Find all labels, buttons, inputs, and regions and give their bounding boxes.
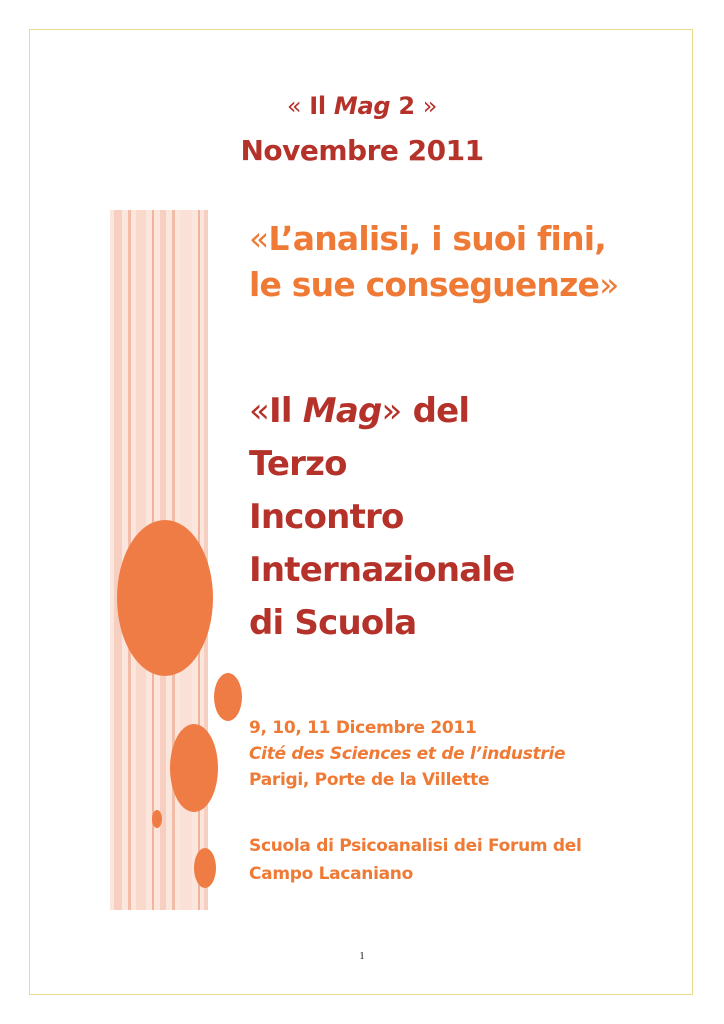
main-title (249, 385, 689, 650)
subtitle-line1 (249, 216, 689, 262)
organizer-info (249, 832, 689, 888)
header-issue: 2 (398, 92, 415, 120)
circle-large (117, 520, 213, 676)
subtitle-quote-close: » (599, 265, 619, 304)
circle-small-bottom (194, 848, 216, 888)
main-title-line1 (249, 385, 689, 438)
subtitle-line2-text: le sue conseguenze (249, 265, 600, 304)
main-title-quote-open: « (249, 391, 270, 431)
event-city: Parigi, Porte de la Villette (249, 770, 490, 790)
event-dates: 9, 10, 11 Dicembre 2011 (249, 718, 477, 738)
subtitle-line1-text: L’analisi, i suoi fini, (268, 219, 607, 258)
main-title-line2: Terzo (249, 444, 347, 484)
organizer-line2: Campo Lacaniano (249, 864, 413, 884)
main-title-quote-close: » (381, 391, 402, 431)
header-date: Novembre 2011 (240, 134, 484, 167)
header-quote-open: « (286, 92, 302, 120)
main-title-line3: Incontro (249, 497, 404, 537)
circle-medium (170, 724, 218, 812)
main-title-mag-word: Mag (302, 391, 382, 431)
main-title-line5: di Scuola (249, 603, 417, 643)
subtitle-line2 (249, 262, 689, 308)
circle-tiny (152, 810, 162, 828)
decorative-stripes-and-circles (110, 210, 250, 910)
main-title-suffix: del (412, 391, 470, 431)
subtitle-quote-open: « (249, 219, 269, 258)
page-number: 1 (359, 950, 365, 962)
header-title (0, 92, 724, 120)
circle-small-right (214, 673, 242, 721)
header-prefix: Il (309, 92, 326, 120)
header-quote-close: » (422, 92, 438, 120)
event-info (249, 715, 689, 793)
stripe-1 (114, 210, 122, 910)
event-venue: Cité des Sciences et de l’industrie (249, 744, 566, 764)
conference-subtitle (249, 216, 689, 308)
main-title-line4: Internazionale (249, 550, 515, 590)
header-mag-word: Mag (333, 92, 391, 120)
main-title-prefix: Il (269, 391, 292, 431)
organizer-line1: Scuola di Psicoanalisi dei Forum del (249, 836, 582, 856)
